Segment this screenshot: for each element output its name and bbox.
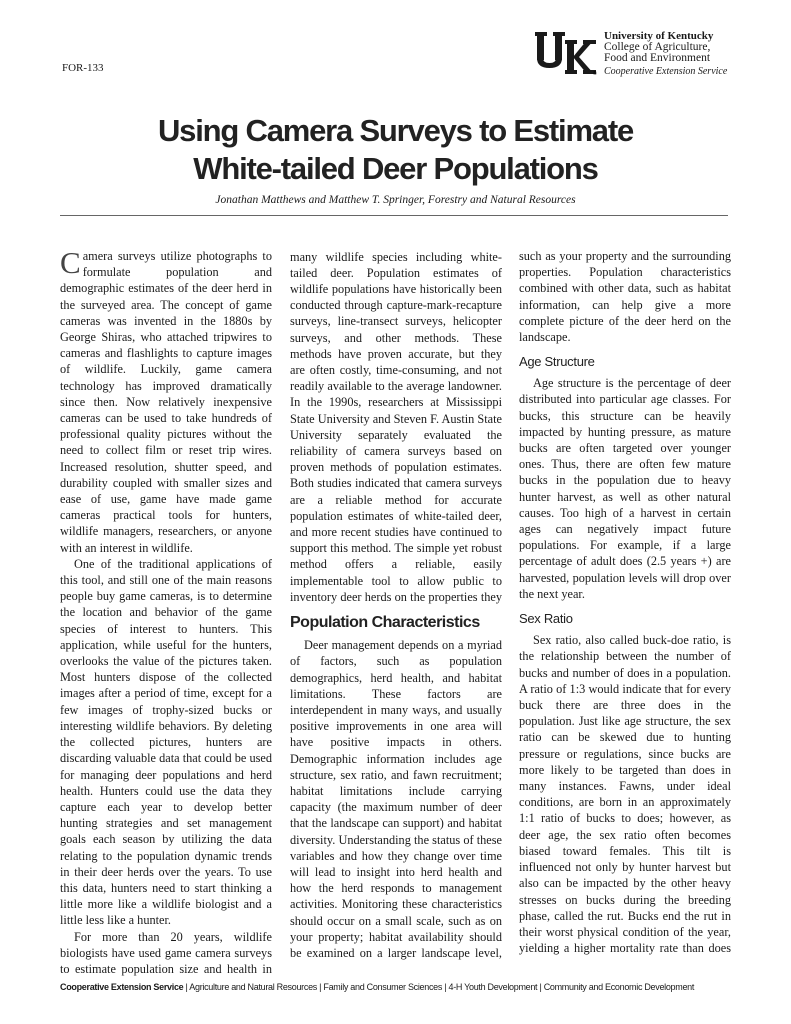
sex-ratio-paragraph: Sex ratio, also called buck-doe ratio, is the relationship between the number of bucks and number of does in a population. A ratio of 1:3 would indicate that for every buck there are three does in the population. Just like age structure, the sex ratio can be skewed due to hunting pressure or regulations, since bucks are more likely to be targeted than does in many instances. Fawns, under ideal conditions, are born in an approximately 1:1 ratio of bucks to does; however, as deer age, the sex ratio often becomes biased toward females. This tilt is influenced not only by hunter harvest but also can be impacted by the other heavy stresses on bucks during the breeding phase, called the rut. Bucks end the rut in their worst physical condition of the year, yielding a higher mortality rate than does [519,633,731,956]
intro-paragraph-1-text: amera surveys utilize photographs to formulate population and demographic estimates of the deer herd in the surveyed area. The concept of game cameras was invented in the 1880s by George Shiras, who attached tripwires to cameras and flashlights to capture images of wildlife. Luckily, game camera technology has improved dramatically since then. Now relatively inexpensive cameras can be used to take hundreds of professional quality pictures without the need to collect film or reset trip wires. Increased resolution, shutter speed, and durability coupled with smaller sizes and ease of use, game have made game cameras practical tools for hunters, wildlife managers, researchers, or anyone with an interest in wildlife. [60,249,272,555]
uk-logo-icon [535,30,597,76]
footer-program-list: | Agriculture and Natural Resources | Family and Consumer Sciences | 4-H Youth Development | Community and Economic Development [183,982,695,992]
svg-text:®: ® [593,71,597,76]
column-2 [290,248,502,961]
age-structure-paragraph: Age structure is the percentage of deer distributed into particular age classes. For bucks, this structure can be heavily impacted by hunting pressure, as mature bucks are often targeted over younger ones. Thus, there are often few mature bucks in the population due to heavy hunter harvest, as well as other natural causes. Too high of a harvest in certain ages can negatively impact future populations. For example, if a large percentage of adult does (2.5 years +) are harvested, population levels will drop over the next year. [519,376,731,601]
intro-paragraph-3-start: For more than 20 years, wildlife biologists have used game camera surveys to estimate population size and health in [60,929,272,976]
title-divider [60,215,728,216]
intro-paragraph-1 [60,245,272,556]
intro-paragraph-3-continued [290,248,502,605]
age-structure-heading: Age Structure [519,354,595,369]
population-paragraph-continued [519,248,731,345]
footer-lead: Cooperative Extension Service [60,982,184,992]
university-block [604,30,754,78]
page-title-line2: White-tailed Deer Populations [193,151,598,186]
population-characteristics-heading: Population Characteristics [290,614,480,631]
college-name-line1: College of Agriculture, [604,41,711,53]
population-paragraph-text: such as your property and the surrounding properties. Population characteristics combined with other data, such as habitat information, can help give a more complete picture of the deer herd on the landscape. [519,249,731,345]
college-name-line2: Food and Environment [604,52,711,64]
extension-service-name: Cooperative Extension Service [604,66,728,77]
column-3 [519,248,731,956]
column-1 [60,245,272,977]
population-paragraph: Deer management depends on a myriad of factors, such as population demographics, herd health, and habitat limitations. These factors are interdependent in many ways, and usually positive improvements in one area will have positive impacts in others. Demographic information includes age structure, sex ratio, and fawn recruitment; habitat limitations include carrying capacity (the maximum number of deer that the landscape can support) and habitat diversity. Understanding the status of these variables and how they change over time will lead to insight into herd health and how the herd responds to management activities. Monitoring these characteristics should occur on a small scale, such as on your property; habitat availability should be examined on a larger landscape level, [290,638,502,961]
footer-program-areas [60,982,740,992]
authors: Jonathan Matthews and Matthew T. Springer, Forestry and Natural Resources [215,194,576,206]
intro-paragraph-3-text: many wildlife species including white-tailed deer. Population estimates of wildlife populations have historically been conducted through capture-mark-recapture surveys, line-transect surveys, helicopter surveys, and other methods. These methods have proven accurate, but they are often costly, time-consuming, and not readily available to the average landowner. In the 1990s, researchers at Mississippi State University and Steven F. Austin State University separately evaluated the reliability of camera surveys based on proven methods of population estimates. Both studies indicated that camera surveys are a reliable method for accurate population estimates of white-tailed deer, and more recent studies have continued to support this method. The simple yet robust method offers a reliable, easily implementable tool to allow public to inventory deer herds on the properties they [290,249,502,604]
sex-ratio-heading: Sex Ratio [519,611,573,627]
drop-cap: C [60,245,81,280]
page-title-line1: Using Camera Surveys to Estimate [157,113,634,148]
page-title [0,112,791,188]
university-name: University of Kentucky [604,30,714,42]
intro-paragraph-2: One of the traditional applications of this tool, and still one of the main reasons people buy game cameras, is to determine the location and behavior of the game species of interest to hunters. This application, while useful for the hunters, overlooks the value of the pictures taken. Most hunters dispose of the collected images after a period of time, except for a few images of trophy-sized bucks or interesting wildlife behaviors. By deleting the collected pictures, hunters are discarding valuable data that could be used for managing deer populations and herd health. Hunters could use the data they capture each year to develop better hunting strategies and set management goals each season by utilizing the data relating to the population dynamic trends in their deer herds over the years. To use this data, hunters need to start thinking a little more like a wildlife biologist and a little less like a hunter. [60,556,272,928]
publication-number: FOR-133 [62,62,104,74]
